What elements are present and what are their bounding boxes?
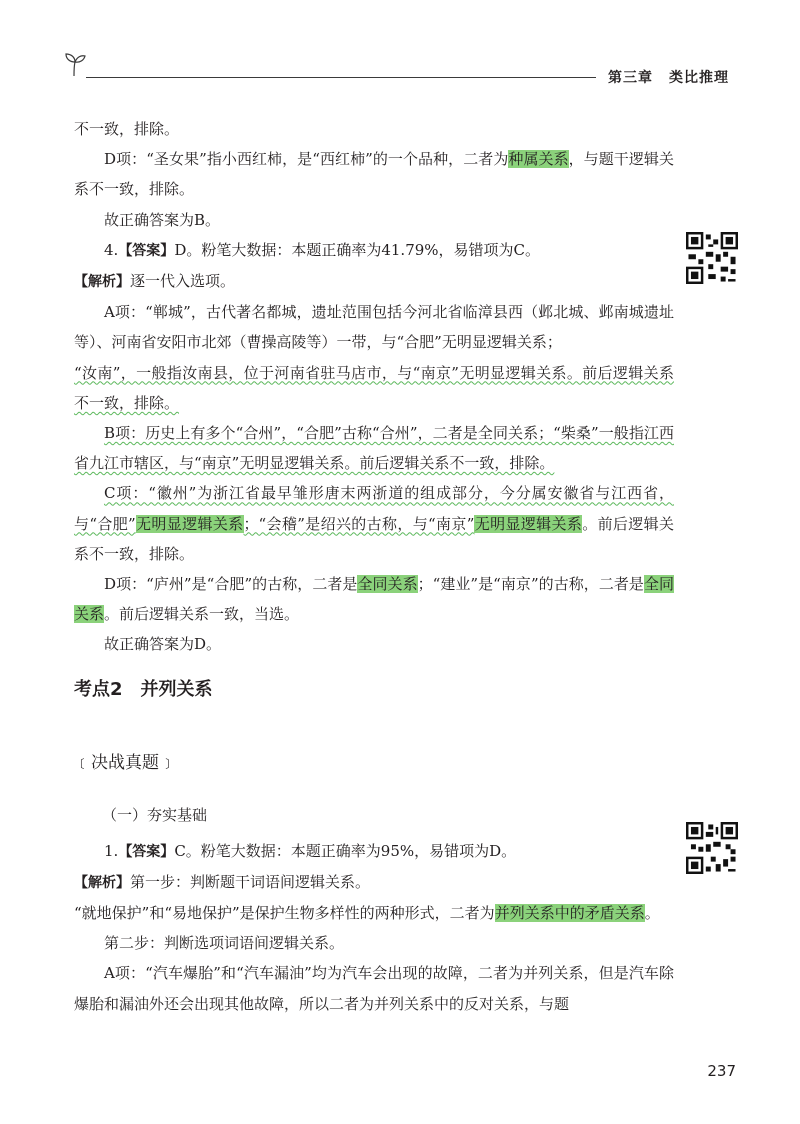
text-run: “就地保护”和“易地保护”是保护生物多样性的两种形式，二者为 <box>74 904 495 923</box>
question-number: 1. <box>104 841 119 860</box>
highlight: 无明显逻辑关系 <box>135 514 244 533</box>
text-run: 。前后逻辑关系一致，当选。 <box>104 605 300 624</box>
analysis-line <box>74 266 674 297</box>
paragraph <box>74 297 674 357</box>
paragraph <box>74 358 674 418</box>
answer-tag: 【答案】 <box>118 242 175 259</box>
highlight: 全同关系 <box>74 575 674 624</box>
text-run: D。粉笔大数据：本题正确率为41.79%，易错项为C。 <box>174 240 541 259</box>
qr-code-icon <box>686 232 738 284</box>
underlined-text: “汝南”，一般指汝南县，位于河南省驻马店市，与“南京”无明显逻辑关系。前后逻辑关系不一致，排除。 <box>74 363 674 412</box>
paragraph: 不一致，排除。 <box>74 120 180 138</box>
paragraph <box>74 569 674 629</box>
header-rule <box>86 77 596 78</box>
highlight: 种属关系 <box>508 150 569 169</box>
paragraph: 第二步：判断选项词语间逻辑关系。 <box>104 934 345 953</box>
text-run: ；“建业”是“南京”的古称，二者是 <box>417 575 644 594</box>
paragraph <box>74 418 674 478</box>
text-run: D项：“庐州”是“合肥”的古称，二者是 <box>104 575 358 594</box>
paragraph <box>74 144 674 204</box>
answer-tag: 【答案】 <box>118 843 175 860</box>
text-run: A项：“郸城”，古代著名都城，遗址范围包括今河北省临漳县西（邺北城、邺南城遗址等）、河南省安阳市北郊（曹操高陵等）一带，与“合肥”无明显逻辑关系； <box>74 303 674 352</box>
text-run: C。粉笔大数据：本题正确率为95%，易错项为D。 <box>174 841 517 860</box>
paragraph: 故正确答案为D。 <box>104 635 222 654</box>
paragraph <box>74 478 674 569</box>
paragraph: 故正确答案为B。 <box>104 210 221 229</box>
answer-line <box>74 836 674 867</box>
text-run: 。前后逻辑关系不一致，排除。 <box>74 514 674 563</box>
section-title: 考点2 并列关系 <box>74 678 213 700</box>
analysis-tag: 【解析】 <box>74 274 130 291</box>
page-number: 237 <box>707 1062 736 1080</box>
underlined-text: B项：历史上有多个“合州”，“合肥”古称“合州”，二者是全同关系；“柴桑”一般指江西省九江市辖区，与“南京”无明显逻辑关系。前后逻辑关系不一致，排除。 <box>74 424 674 473</box>
text-run: 第一步：判断题干词语间逻辑关系。 <box>130 872 371 891</box>
answer-line <box>74 235 674 266</box>
text-run: ，与题干逻辑关系不一致，排除。 <box>74 150 674 199</box>
analysis-tag: 【解析】 <box>74 874 130 891</box>
text-run: 逐一代入选项。 <box>130 272 236 291</box>
underlined-text: ；“会稽”是绍兴的古称，与“南京” <box>243 514 475 533</box>
text-run: 。 <box>644 904 660 923</box>
page-header <box>0 0 800 100</box>
qr-code-icon <box>686 822 738 874</box>
page-body <box>74 114 674 1019</box>
chapter-title: 类比推理 <box>669 70 729 86</box>
underlined-text: C项：“徽州”为浙江省最早雏形唐末两浙道的组成部分，今分属安徽省与江西省，与“合肥” <box>74 484 674 533</box>
analysis-line <box>74 867 674 898</box>
highlight: 并列关系中的矛盾关系 <box>494 904 645 923</box>
highlight: 全同关系 <box>357 575 418 594</box>
question-number: 4. <box>104 240 119 259</box>
paragraph <box>74 898 674 928</box>
chapter-label <box>608 67 729 87</box>
text-run: D项：“圣女果”指小西红柿，是“西红柿”的一个品种，二者为 <box>104 150 509 169</box>
paragraph: A项：“汽车爆胎”和“汽车漏油”均为汽车会出现的故障，二者为并列关系，但是汽车除爆胎和漏油外还会出现其他故障，所以二者为并列关系中的反对关系，与题 <box>74 964 674 1013</box>
highlight: 无明显逻辑关系 <box>474 514 583 533</box>
sprout-icon <box>62 52 88 78</box>
chapter-number: 第三章 <box>608 70 653 86</box>
subsection-title: ﹝决战真题﹞ <box>74 752 176 773</box>
subsection-heading: （一）夯实基础 <box>102 805 208 824</box>
